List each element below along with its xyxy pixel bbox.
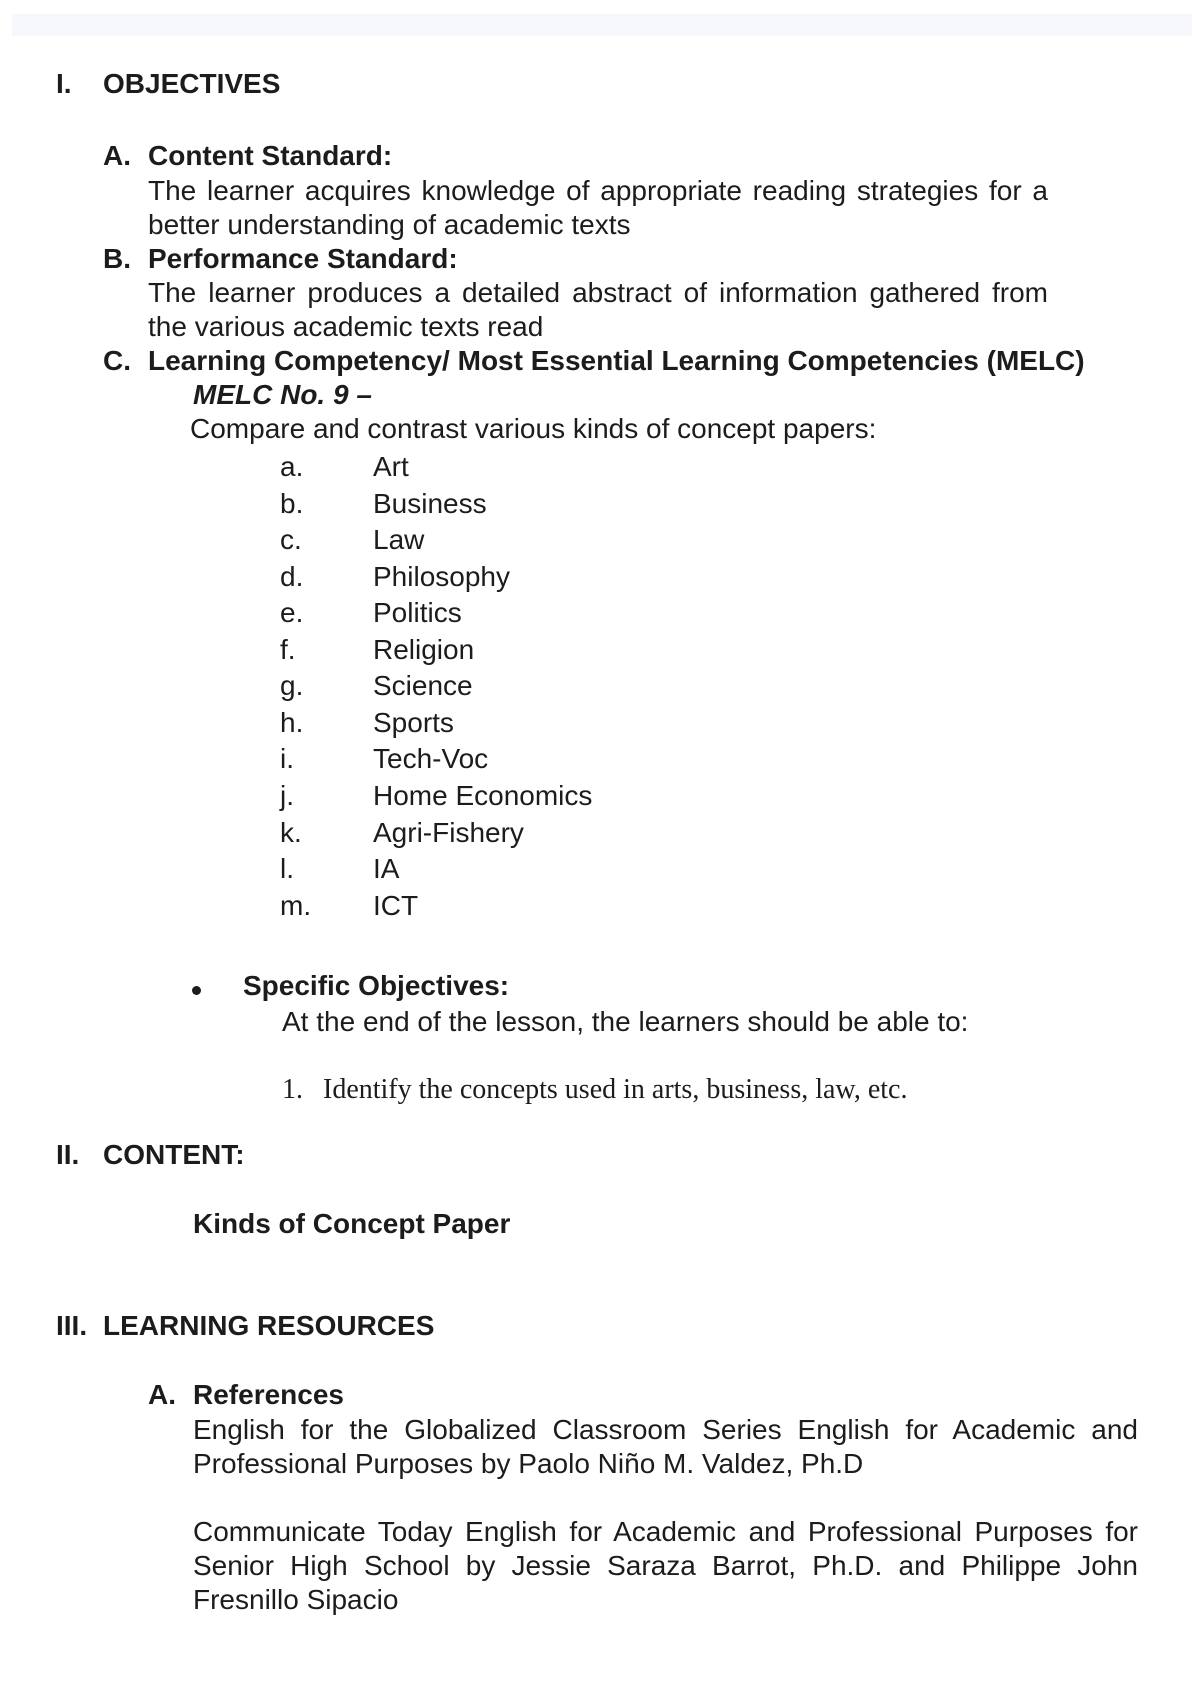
content-standard-title: Content Standard: (148, 140, 393, 171)
section-objectives-number: I. (56, 68, 72, 99)
section-resources-title: LEARNING RESOURCES (103, 1310, 435, 1341)
list-item-letter: j. (280, 780, 294, 811)
list-item-label: IA (373, 853, 400, 884)
section-objectives-title: OBJECTIVES (103, 68, 281, 99)
list-item-letter: e. (280, 597, 304, 628)
list-item-label: ICT (373, 890, 419, 921)
content-standard-text: The learner acquires knowledge of appropriate reading strategies for a better understanding of academic texts (148, 175, 1048, 240)
list-item-label: Business (373, 488, 487, 519)
specific-objective-text: Identify the concepts used in arts, business, law, etc. (323, 1074, 908, 1105)
competency-intro: Compare and contrast various kinds of concept papers: (190, 413, 877, 444)
references-title: References (193, 1379, 344, 1410)
section-content-title: CONTENT: (103, 1139, 245, 1170)
competency-title: Learning Competency/ Most Essential Learning Competencies (MELC) (148, 345, 1085, 376)
bullet-icon (192, 986, 201, 995)
reference-item: English for the Globalized Classroom Series English for Academic and Professional Purposes by Paolo Niño M. Valdez, Ph.D (193, 1414, 1138, 1479)
list-item-letter: d. (280, 561, 304, 592)
section-content-number: II. (56, 1139, 80, 1170)
performance-standard-title: Performance Standard: (148, 243, 458, 274)
list-item-label: Law (373, 524, 425, 555)
list-item-label: Home Economics (373, 780, 593, 811)
melc-number: MELC No. 9 – (193, 379, 372, 410)
list-item-label: Philosophy (373, 561, 510, 592)
list-item-label: Agri-Fishery (373, 817, 524, 848)
list-item-letter: b. (280, 488, 304, 519)
competency-letter: C. (103, 345, 131, 376)
list-item-letter: l. (280, 853, 294, 884)
list-item-letter: f. (280, 634, 296, 665)
list-item-label: Art (373, 451, 409, 482)
performance-standard-letter: B. (103, 243, 131, 274)
content-standard-letter: A. (103, 140, 131, 171)
references-letter: A. (148, 1379, 176, 1410)
content-topic: Kinds of Concept Paper (193, 1208, 511, 1239)
list-item-letter: a. (280, 451, 304, 482)
list-item-letter: c. (280, 524, 302, 555)
specific-objective-number: 1. (282, 1074, 303, 1105)
list-item-letter: h. (280, 707, 304, 738)
list-item-label: Sports (373, 707, 454, 738)
list-item-letter: g. (280, 670, 304, 701)
specific-objectives-intro: At the end of the lesson, the learners should be able to: (282, 1006, 969, 1037)
section-resources-number: III. (56, 1310, 88, 1341)
list-item-letter: i. (280, 743, 294, 774)
list-item-letter: k. (280, 817, 302, 848)
specific-objectives-title: Specific Objectives: (243, 970, 510, 1001)
list-item-letter: m. (280, 890, 312, 921)
list-item-label: Religion (373, 634, 475, 665)
performance-standard-text: The learner produces a detailed abstract of information gathered from the various academic texts read (148, 277, 1048, 342)
list-item-label: Science (373, 670, 473, 701)
list-item-label: Tech-Voc (373, 743, 489, 774)
list-item-label: Politics (373, 597, 462, 628)
reference-item: Communicate Today English for Academic and Professional Purposes for Senior High School by Jessie Saraza Barrot, Ph.D. and Philippe John Fresnillo Sipacio (193, 1516, 1138, 1615)
